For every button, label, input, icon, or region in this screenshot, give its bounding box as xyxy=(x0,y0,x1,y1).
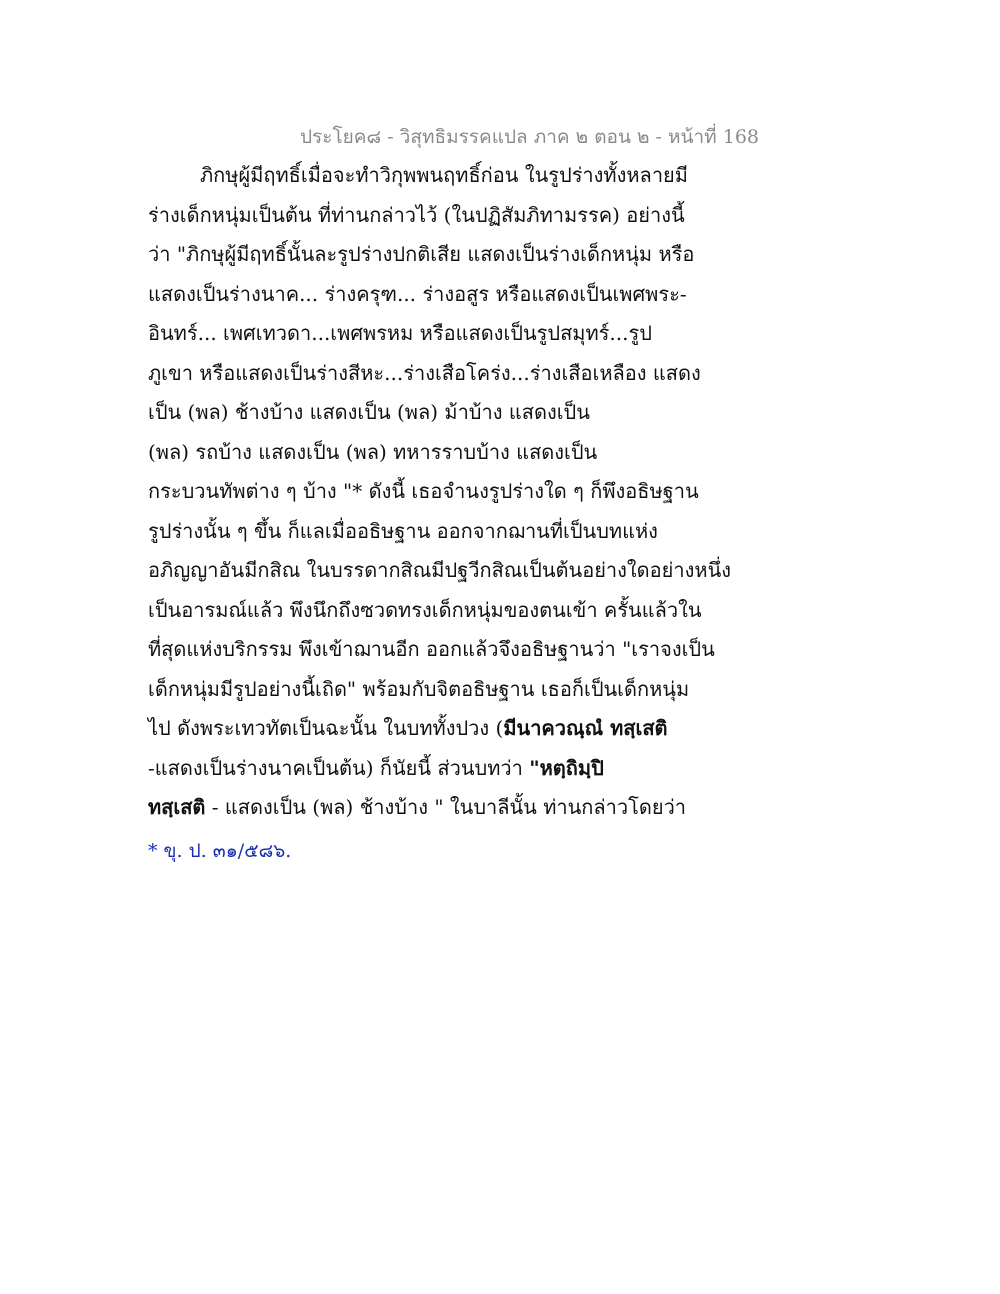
text-line xyxy=(148,235,708,275)
text-line xyxy=(148,196,708,236)
line-text: อินทร์... เพศเทวดา...เพศพรหม หรือแสดงเป็นรูปสมุทร์...รูป xyxy=(148,321,652,345)
line-text: ว่า "ภิกษุผู้มีฤทธิ์นั้นละรูปร่างปกติเสีย แสดงเป็นร่างเด็กหนุ่ม หรือ xyxy=(148,242,695,266)
text-line xyxy=(148,591,708,631)
pali-term-bold: ทสฺเสติ xyxy=(148,795,206,819)
line-text: ร่างเด็กหนุ่มเป็นต้น ที่ท่านกล่าวไว้ (ในปฏิสัมภิทามรรค) อย่างนี้ xyxy=(148,202,685,227)
page-header: ประโยค๘ - วิสุทธิมรรคแปล ภาค ๒ ตอน ๒ - หน้าที่ 168 xyxy=(300,126,760,148)
text-line xyxy=(148,472,708,512)
text-line xyxy=(148,512,708,552)
text-line xyxy=(148,314,708,354)
text-line xyxy=(148,749,708,789)
text-line xyxy=(148,156,708,196)
text-line xyxy=(148,630,715,670)
line-text: เป็น (พล) ช้างบ้าง แสดงเป็น (พล) ม้าบ้าง แสดงเป็น xyxy=(148,400,590,424)
line-text: ภูเขา หรือแสดงเป็นร่างสีหะ...ร่างเสือโคร่ง...ร่างเสือเหลือง แสดง xyxy=(148,360,701,385)
text-line xyxy=(148,709,708,749)
line-text: กระบวนทัพต่าง ๆ บ้าง "* ดังนี้ เธอจำนงรูปร่างใด ๆ ก็พึงอธิษฐาน xyxy=(148,479,699,503)
text-line xyxy=(148,670,708,710)
line-text: แสดงเป็นร่างนาค... ร่างครุฑ... ร่างอสูร หรือแสดงเป็นเพศพระ- xyxy=(148,281,687,306)
text-line xyxy=(148,354,708,394)
text-line xyxy=(148,393,708,433)
line-text: เด็กหนุ่มมีรูปอย่างนี้เถิด" พร้อมกับจิตอธิษฐาน เธอก็เป็นเด็กหนุ่ม xyxy=(148,676,690,701)
line-text: ที่สุดแห่งบริกรรม พึงเข้าฌานอีก ออกแล้วจึงอธิษฐานว่า "เราจงเป็น xyxy=(148,637,715,661)
line-text: - แสดงเป็น (พล) ช้างบ้าง " ในบาลีนั้น ท่านกล่าวโดยว่า xyxy=(205,795,687,819)
text-line xyxy=(148,275,708,315)
text-line xyxy=(148,551,732,591)
footnote: * ขุ. ป. ๓๑/๕๘๖. xyxy=(148,840,292,862)
body-text xyxy=(148,156,732,828)
line-text: เป็นอารมณ์แล้ว พึงนึกถึงซวดทรงเด็กหนุ่มของตนเข้า ครั้นแล้วใน xyxy=(148,597,702,622)
line-text: (พล) รถบ้าง แสดงเป็น (พล) ทหารราบบ้าง แสดงเป็น xyxy=(148,439,598,464)
pali-term-bold: "หตฺถิมฺปิ xyxy=(529,755,604,780)
line-text: ภิกษุผู้มีฤทธิ์เมื่อจะทำวิกุพพนฤทธิ์ก่อน ในรูปร่างทั้งหลายมี xyxy=(200,163,688,187)
line-text: -แสดงเป็นร่างนาคเป็นต้น) ก็นัยนี้ ส่วนบทว่า xyxy=(148,755,530,780)
pali-term-bold: มีนาควณฺณํ ทสฺเสติ xyxy=(503,716,668,740)
line-text: รูปร่างนั้น ๆ ขึ้น ก็แลเมื่ออธิษฐาน ออกจากฌานที่เป็นบทแห่ง xyxy=(148,518,658,543)
text-line xyxy=(148,788,708,828)
line-text: ไป ดังพระเทวทัตเป็นฉะนั้น ในบททั้งปวง ( xyxy=(148,716,504,740)
text-line xyxy=(148,433,708,473)
line-text: อภิญญาอันมีกสิณ ในบรรดากสิณมีปฐวีกสิณเป็นต้นอย่างใดอย่างหนึ่ง xyxy=(148,558,732,582)
